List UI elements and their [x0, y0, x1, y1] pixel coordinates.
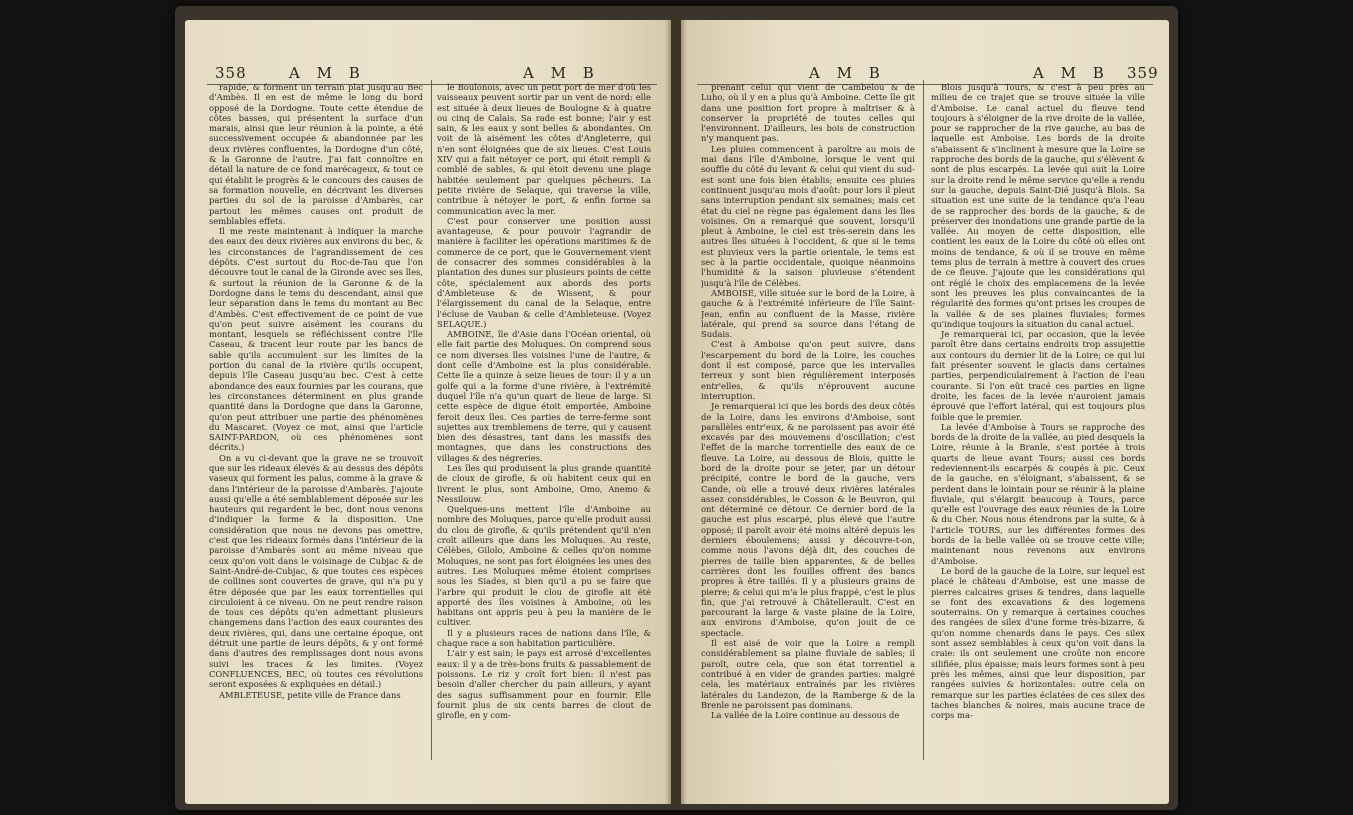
running-head: A M B	[523, 64, 600, 82]
column-rule	[923, 80, 924, 760]
paragraph: Il y a plusieurs races de nations dans l'île, & chaque race a son habitation particulière.	[437, 627, 651, 649]
running-head: A M B	[1033, 64, 1110, 82]
right-page-column-2	[931, 82, 1145, 790]
column-rule	[431, 80, 432, 760]
paragraph: Il est aisé de voir que la Loire a rempli considérablement sa plaine fluviale de sables; il paroît, outre cela, que son état torrentiel a contribué à en vider de grandes parties: malgré cela, les matériaux entraînés par les rivières latérales du Landezon, de la Ramberge & de la Brenle ne paroissent pas dominans.	[701, 638, 915, 710]
open-book	[175, 6, 1178, 810]
paragraph: Le bord de la gauche de la Loire, sur lequel est placé le château d'Amboise, est une masse de pierres calcaires grises & tendres, dans laquelle se font des excavations & des logemens souterrains. On y remarque à certaines couches des rangées de silex d'une forme très-bizarre, & qu'on nomme chenards dans le pays. Ces silex sont assez semblables à ceux qu'on voit dans la craie: ils ont seulement une croûte non encore silifiée, plus épaisse; mais leurs formes sont à peu près les mêmes, ainsi que leur disposition, par rangées suivies & horizontales: outre cela on remarque sur les parties éclatées de ces silex des taches blanches & noires, mais aucune trace de corps ma-	[931, 565, 1145, 721]
paragraph: AMBLETEUSE, petite ville de France dans	[219, 689, 401, 700]
right-page-column-1	[701, 82, 915, 790]
paragraph: Il me reste maintenant à indiquer la marche des eaux des deux rivières aux environs du bec, & les circonstances de l'agrandissement de ces dépôts. C'est surtout du Roc-de-Tau que l'on découvre tout le canal de la Gironde avec ses îles, & surtout la réunion de la Garonne & de la Dordogne dans le tems du descendant, ainsi que leur séparation dans le tems du montant au Bec d'Ambès. C'est effectivement de ce point de vue qu'on peut suivre aisément les courans du montant, lesquels se réfléchissent contre l'île Caseau, & tracent leur route par les bancs de sable qu'ils accumulent sur les limites de la portion du canal de la rivière qu'ils occupent, depuis l'île Caseau jusqu'au bec. C'est à cette abondance des eaux fournies par les courans, que les circonstances déterminent en plus grande quantité dans la Dordogne que dans la Garonne, qu'on peut attribuer une partie des phénomènes du Mascaret. (Voyez ce mot, ainsi que l'article SAINT-PARDON, où ces phénomènes sont décrits.)	[209, 226, 423, 453]
paragraph: La vallée de la Loire continue au dessous de	[711, 710, 900, 721]
paragraph: C'est à Amboise qu'on peut suivre, dans l'escarpement du bord de la Loire, les couches dont il est composé, parce que les intervalles terreux y sont bien régulièrement interposés entr'elles, & qu'ils n'éprouvent aucune interruption.	[701, 339, 915, 401]
paragraph: AMBOISE, ville située sur le bord de la Loire, à gauche & à l'extrémité inférieure de l'île Saint-Jean, enfin au confluent de la Masse, rivière latérale, qui prend sa source dans l'étang de Sudais.	[701, 287, 915, 340]
right-page	[681, 20, 1169, 804]
paragraph: C'est pour conserver une position aussi avantageuse, & pour pouvoir l'agrandir de manière à faciliter les opérations maritimes & de commerce de ce port, que le Gouvernement vient de consacrer des sommes considérables à la plantation des dunes sur plusieurs points de cette côte, spécialement aux abords des ports d'Ambleteuse & de Wissent, & pour l'élargissement du canal de la Selaque, entre l'écluse de Vauban & celle d'Ambleteuse. (Voyez SELAQUE.)	[437, 215, 651, 329]
book-gutter	[665, 16, 687, 806]
running-head: A M B	[289, 64, 366, 82]
left-page	[185, 20, 671, 804]
paragraph: La levée d'Amboise à Tours se rapproche des bords de la droite de la vallée, au pied desquels la Loire, réunie à la Branle, s'est portée à trois quarts de lieue avant Tours; aussi ces bords redeviennent-ils escarpés & coupés à pic. Ceux de la gauche, en s'éloignant, s'abaissent, & se perdent dans le lointain pour se réunir à la plaine fluviale, qui s'élargit beaucoup à Tours, parce qu'elle est l'ouvrage des eaux réunies de la Loire & du Cher. Nous nous étendrons par la suite, & à l'article TOURS, sur les différentes formes des bords de la belle vallée où se trouve cette ville; maintenant nous revenons aux environs d'Amboise.	[931, 421, 1145, 566]
left-page-column-1	[209, 82, 423, 790]
paragraph: le Boulonois, avec un petit port de mer d'où les vaisseaux peuvent sortir par un vent de nord: elle est située à deux lieues de Boulogne & à quatre ou cinq de Calais. Sa rade est bonne; l'air y est sain, & les eaux y sont belles & abondantes. On voit de là aisément les côtes d'Angleterre, qui n'en sont éloignées que de six lieues. C'est Louis XIV qui a fait nétoyer ce port, qui étoit rempli & comblé de sables, & qui étoit devenu une plage habitée seulement par quelques pêcheurs. La petite rivière de Selaque, qui traverse la ville, contribue à nétoyer le port, & enfin forme sa communication avec la mer.	[437, 82, 651, 216]
paragraph: prenant celui qui vient de Cambelou & de Luho, où il y en a plus qu'à Amboine. Cette île git dans une position fort propre à maîtriser & à conserver la propriété de toutes celles qui l'environnent. D'ailleurs, les bois de construction n'y manquent pas.	[701, 82, 915, 144]
paragraph: Je remarquerai ici que les bords des deux côtés de la Loire, dans les environs d'Amboise, sont parallèles entr'eux, & ne paroissent pas avoir été excavés par des mouvemens d'oscillation; c'est l'effet de la marche torrentielle des eaux de ce fleuve. La Loire, au dessous de Blois, quitte le bord de la droite pour se jeter, par un détour précipité, contre le bord de la gauche, vers Cande, où elle a trouvé deux rivières latérales assez considérables, le Cosson & le Beuvron, qui ont déterminé ce détour. Ce dernier bord de la gauche est plus escarpé, plus élevé que l'autre opposé; il paroît avoir été moins altéré depuis les derniers éboulemens; aussi y découvre-t-on, comme nous l'avons déjà dit, des couches de pierres de taille bien apparentes, & de belles carrières dont les fouilles offrent des bancs propres à être taillés. Il y a plusieurs grains de pierre; & celui qui m'a le plus frappé, c'est le plus fin, que j'ai retrouvé à Châtellerault. C'est en parcourant la large & vaste plaine de la Loire, aux environs d'Amboise, qu'on jouit de ce spectacle.	[701, 401, 915, 638]
paragraph: Les pluies commencent à paroître au mois de mai dans l'île d'Amboine, lorsque le vent qui souffle du côté du levant & celui qui vient du sud-est sont une fois bien établis; ensuite ces pluies continuent jusqu'au mois d'août: pour lors il pleut sans interruption pendant six semaines; mais cet état du ciel ne règne pas également dans les îles voisines. On a remarqué que souvent, lorsqu'il pleut à Amboine, le ciel est très-serein dans les autres îles situées à l'occident, & que si le tems est pluvieux vers la partie orientale, le tems est sec à la partie occidentale, quoique néanmoins l'humidité & la saison pluvieuse s'étendent jusqu'à l'île de Célèbes.	[701, 143, 915, 288]
paragraph: Blois jusqu'à Tours, & c'est à peu près au milieu de ce trajet que se trouve située la ville d'Amboise. Le canal actuel du fleuve tend toujours à s'éloigner de la rive droite de la vallée, pour se rapprocher de la rive gauche, au bas de laquelle est Amboise. Les bords de la droite s'abaissent & s'inclinent à mesure que la Loire se rapproche des bords de la gauche, qui s'élèvent & sont de plus escarpés. La levée qui suit la Loire sur la droite rend le même service qu'elle a rendu sur la gauche, depuis Saint-Dié jusqu'à Blois. Sa situation est une suite de la tendance qu'a l'eau de se rapprocher des bords de la gauche, & de préserver des inondations une grande partie de la vallée. Au moyen de cette disposition, elle contient les eaux de la Loire du côté où elles ont moins de tendance, & où il se trouve en même tems plus de terrain à mettre à couvert des crues de ce fleuve. J'ajoute que les considérations qui ont réglé le choix des emplacemens de la levée sont les preuves les plus convaincantes de la régularité des formes qu'ont prises les croupes de la vallée & de ses plaines fluviales; formes qu'indique toujours la situation du canal actuel.	[931, 82, 1145, 329]
left-page-column-2	[437, 82, 651, 790]
paragraph: L'air y est sain; le pays est arrosé d'excellentes eaux: il y a de très-bons fruits & passablement de poissons. Le riz y croît fort bien: il n'est pas besoin d'aller chercher du pain ailleurs, y ayant des sagus suffisamment pour en fournir. Elle fournit plus de six cents barres de clout de girofle, en y com-	[437, 648, 651, 721]
paragraph: rapide, & forment un terrain plat jusqu'au Bec d'Ambès. Il en est de même le long du bord opposé de la Dordogne. Toute cette étendue de côtes basses, qui présentent la surface d'un marais, ainsi que leur réunion à la pointe, a été successivement occupée & abandonnée par les deux rivières confluentes, la Dordogne d'un côté, & la Garonne de l'autre. J'ai fait connoître en détail la nature de ce fond marécageux, & tout ce qui établit le progrès & le concours des causes de sa formation nouvelle, en décrivant les diverses parties du sol de la paroisse d'Ambarès, car partout les mêmes causes ont produit de semblables effets.	[209, 82, 423, 226]
paragraph: Je remarquerai ici, par occasion, que la levée paroît être dans certains endroits trop assujettie aux contours du dernier lit de la Loire; ce qui lui fait présenter souvent le glacis dans certaines parties, perpendiculairement à l'action de l'eau courante. Si l'on eût tracé ces parties en ligne droite, les faces de la levée n'auroient jamais éprouvé que l'effort latéral, qui est toujours plus foible que le premier.	[931, 329, 1145, 422]
paragraph: Les îles qui produisent la plus grande quantité de cloux de girofle, & où habitent ceux qui en livrent le plus, sont Amboine, Omo, Anemo & Nessilouw.	[437, 462, 651, 504]
page-number-left: 358	[215, 64, 247, 82]
paragraph: On a vu ci-devant que la grave ne se trouvoit que sur les rideaux élevés & au dessus des dépôts vaseux qui forment les palus, comme à la grave & dans l'intérieur de la paroisse d'Ambarès. J'ajoute aussi qu'elle a été semblablement déposée sur les hauteurs qui regardent le bec, dont nous venons d'indiquer la forme & la disposition. Une considération que nous ne devons pas omettre, c'est que les rideaux formés dans l'intérieur de la paroisse d'Ambarès sont au même niveau que ceux qu'on voit dans le voisinage de Cubjac & de Saint-André-de-Cubjac, & que toutes ces espèces de collines sont couvertes de grave, qui n'a pu y être déposée que par les eaux torrentielles qui circuloient à ce niveau. On ne peut rendre raison de tous ces dépôts qu'en admettant plusieurs changemens dans l'action des eaux courantes des deux rivières, qui, dans une certaine époque, ont détruit une partie de leurs dépôts, & y ont formé dans d'autres des remplissages dont nous avons suivi les traces & les limites. (Voyez CONFLUENCES, BEC, où toutes ces révolutions seront exposées & expliquées en détail.)	[209, 452, 423, 690]
page-number-right: 359	[1127, 64, 1159, 82]
paragraph: AMBOINE, île d'Asie dans l'Océan oriental, où elle fait partie des Moluques. On comprend sous ce nom diverses îles voisines l'une de l'autre, & dont celle d'Amboine est la plus considérable. Cette île a quinze à seize lieues de tour: il y a un golfe qui a la forme d'une rivière, à l'extrémité duquel l'île n'a qu'un quart de lieue de large. Si cette espèce de digue étoit emportée, Amboine feroit deux îles. Ces parties de terre-ferme sont sujettes aux tremblemens de terre, qui y causent bien des désastres, tant dans les massifs des montagnes, que dans les constructions des villages & des négreries.	[437, 329, 651, 463]
paragraph: Quelques-uns mettent l'île d'Amboine au nombre des Moluques, parce qu'elle produit aussi du clou de girofle, & qu'ils prétendent qu'il n'en croît ailleurs que dans les Moluques. Au reste, Célèbes, Gilolo, Amboine & celles qu'on nomme Moluques, ne sont pas fort éloignées les unes des autres. Les Moluques même étoient comprises sous les Siades, si bien qu'il a pu se faire que l'arbre qui produit le clou de girofle ait été apporté des îles voisines à Amboine, où les habitans ont appris peu à peu la manière de le cultiver.	[437, 504, 651, 628]
running-head: A M B	[809, 64, 886, 82]
